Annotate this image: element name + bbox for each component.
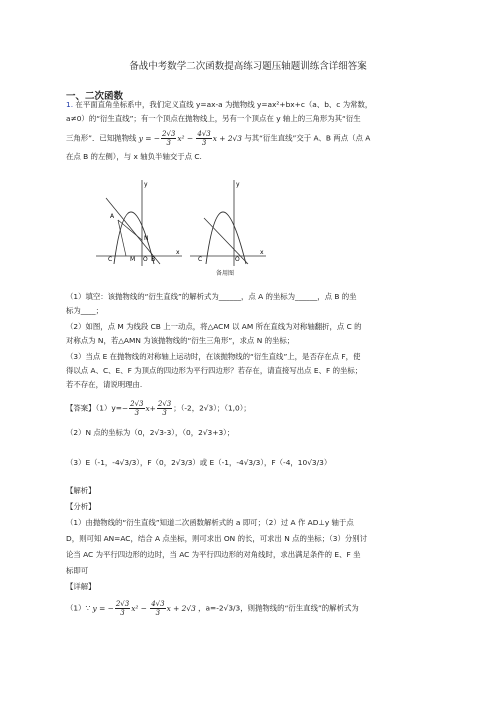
sub-question-2b: 对称点为 N，若△AMN 为该抛物线的“衍生三角形”，求点 N 的坐标； xyxy=(66,336,295,345)
answer-3: （3）E（-1，-4√3/3），F（0，2√3/3）或 E（-1，-4√3/3），F（-4，10√3/3） xyxy=(66,458,332,467)
fenxi-line-1: （1）由抛物线的“衍生直线”知道二次函数解析式的 a 即可；（2）过 A 作 AD⊥y 轴于点 xyxy=(66,518,354,527)
section-heading: 一、二次函数 xyxy=(66,91,124,102)
parabola-equation: y = − $\frac{2√3}{3}$ x² − $\frac{4√3}{3}$ x + 2√3 xyxy=(138,130,242,147)
doc-title: 备战中考数学二次函数提高练习题压轴题训练含详细答案 xyxy=(129,61,367,72)
svg-text:A: A xyxy=(110,213,115,220)
sub-question-1a: （1）填空：该抛物线的“衍生直线”的解析式为______，点 A 的坐标为______，点 B 的坐 xyxy=(66,292,357,301)
svg-text:x: x xyxy=(260,249,264,256)
sub-question-3a: （3）当点 E 在抛物线的对称轴上运动时，在该抛物线的“衍生直线”上，是否存在点 F，使 xyxy=(66,352,361,361)
answer-2: （2）N 点的坐标为（0，2√3-3），（0，2√3+3）； xyxy=(66,428,235,437)
svg-text:M: M xyxy=(130,256,136,263)
fenxi-label: 【分析】 xyxy=(66,502,96,511)
fenxi-line-2: D，则可知 AN=AC，结合 A 点坐标，则可求出 ON 的长，可求出 N 点的坐标；（3）分别讨 xyxy=(66,534,368,543)
svg-text:C: C xyxy=(198,256,203,263)
question-line-2: a≠0）的“衍生直线”；有一个顶点在抛物线上，另有一个顶点在 y 轴上的三角形为其“衍生 xyxy=(66,114,361,123)
xiangjie-label: 【详解】 xyxy=(66,582,96,591)
sub-question-2a: （2）如图，点 M 为线段 CB 上一动点，将△ACM 以 AM 所在直线为对称轴翻折，点 C 的 xyxy=(66,322,362,331)
svg-text:C: C xyxy=(108,256,113,263)
figure-spare-graph xyxy=(190,178,270,268)
analysis-label: 【解析】 xyxy=(66,486,96,495)
question-line-1: 1. 在平面直角坐标系中，我们定义直线 y=ax-a 为抛物线 y=ax²+bx+c（a、b、c 为常数， xyxy=(66,100,373,109)
svg-text:B: B xyxy=(151,256,156,263)
figure-main-graph xyxy=(96,178,186,268)
xiangjie-line-1: （1）∵ y = − $\frac{2√3}{3}$ x² − $\frac{4√3}{3}$ x + 2√3 ，a=-2√3/3，则抛物线的“衍生直线”的解析式为 xyxy=(66,600,359,617)
svg-text:O: O xyxy=(235,256,240,263)
sub-question-3c: 若不存在，请说明理由. xyxy=(66,380,143,389)
fenxi-line-4: 标即可 xyxy=(66,566,89,575)
svg-text:N: N xyxy=(144,235,149,242)
question-line-3: 三角形”．已知抛物线 y = − $\frac{2√3}{3}$ x² − $\frac{4√3}{3}$ x + 2√3 与其“衍生直线”交于 A、B 两点（点 A xyxy=(66,130,371,147)
question-line-4: 在点 B 的左侧），与 x 轴负半轴交于点 C. xyxy=(66,152,202,161)
svg-text:O: O xyxy=(143,256,148,263)
sub-question-3b: 得以点 A、C、E、F 为顶点的四边形为平行四边形？若存在，请直接写出点 E、F 的坐标； xyxy=(66,366,363,375)
svg-text:x: x xyxy=(176,249,180,256)
svg-text:y: y xyxy=(236,181,240,188)
answer-1: 【答案】（1）y=− $\frac{2√3}{3}$ x+ $\frac{2√3}{3}$ ；（-2，2√3）；（1,0）； xyxy=(66,400,251,417)
fenxi-line-3: 论当 AC 为平行四边形的边时，当 AC 为平行四边形的对角线时，求出满足条件的 E、F 坐 xyxy=(66,550,361,559)
question-number: 1. xyxy=(66,100,74,109)
sub-question-1b: 标为____； xyxy=(66,306,103,315)
graph-caption: 备用图 xyxy=(216,270,235,277)
svg-text:y: y xyxy=(144,181,148,188)
